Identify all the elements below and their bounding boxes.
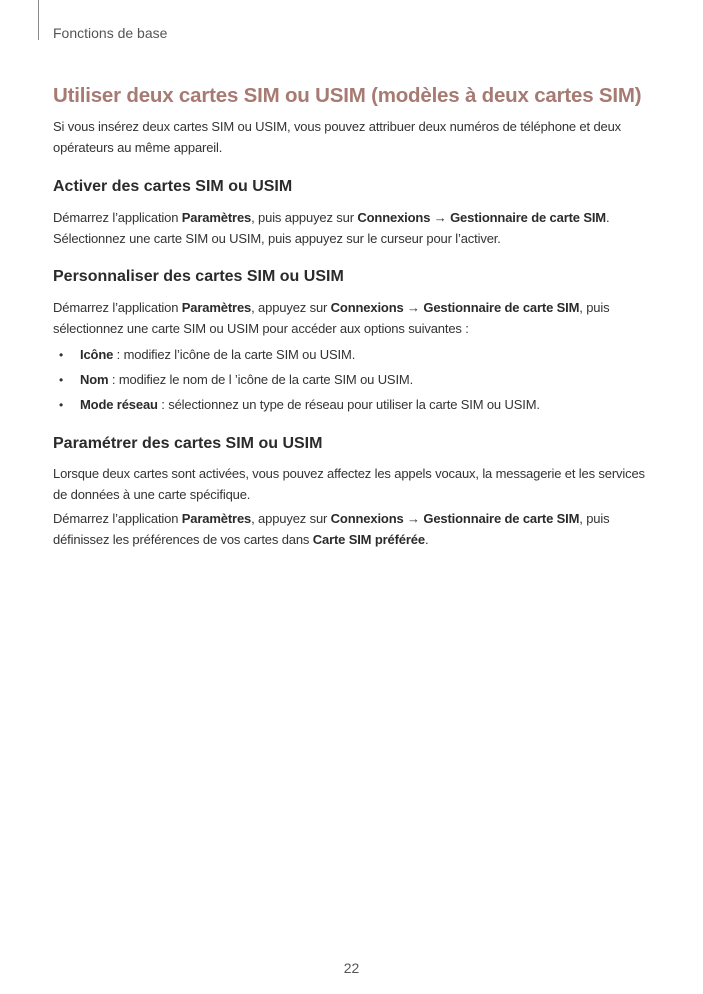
text-run: , appuyez sur [251,300,331,315]
page-number: 22 [343,960,360,976]
configure-paragraph-2 [53,509,649,550]
arrow-icon: → [403,511,424,526]
menu-path-sim-manager: Gestionnaire de carte SIM [423,511,580,526]
text-run: , puis sélectionnez une carte SIM ou USIM pour accéder aux options suivantes : [53,300,610,336]
preferred-sim-label: Carte SIM préférée [312,531,425,547]
section-heading-customize: Personnaliser des cartes SIM ou USIM [53,268,344,285]
activate-paragraph-2: Sélectionnez une carte SIM ou USIM, puis appuyez sur le curseur pour l’activer. [53,230,501,246]
menu-path-settings: Paramètres [181,210,252,225]
intro-paragraph: Si vous insérez deux cartes SIM ou USIM, vous pouvez attribuer deux numéros de téléphone et deux opérateurs au même appareil. [53,119,622,155]
list-item-text [80,370,413,390]
text-run: Démarrez l’application [53,210,182,225]
bullet-icon: • [59,398,64,412]
configure-paragraph-1: Lorsque deux cartes sont activées, vous pouvez affectez les appels vocaux, la messagerie et les services de données à une carte spécifique. [53,466,645,502]
text-run: , appuyez sur [251,511,331,526]
text-run: , puis définissez les préférences de vos cartes dans [53,511,610,547]
arrow-icon: → [403,300,424,315]
option-description: : modifiez le nom de l ’icône de la carte SIM ou USIM. [108,372,414,387]
bullet-icon: • [59,373,64,387]
menu-path-sim-manager: Gestionnaire de carte SIM [423,300,580,315]
margin-rule [38,0,39,40]
option-term: Icône [80,347,114,362]
page-title: Utiliser deux cartes SIM ou USIM (modèles à deux cartes SIM) [53,84,642,107]
text-run: , puis appuyez sur [251,210,358,225]
section-heading-activate: Activer des cartes SIM ou USIM [53,178,293,195]
option-term: Mode réseau [80,397,158,412]
option-description: : modifiez l’icône de la carte SIM ou USIM. [113,347,356,362]
menu-path-connections: Connexions [330,300,404,315]
list-item-text [80,395,540,415]
menu-path-sim-manager: Gestionnaire de carte SIM [450,210,606,225]
text-run: . [606,210,610,225]
menu-path-connections: Connexions [357,210,431,225]
menu-path-settings: Paramètres [181,300,252,315]
arrow-icon: → [430,210,451,225]
customize-paragraph [53,298,649,339]
text-run: Démarrez l’application [53,300,182,315]
bullet-icon: • [59,348,64,362]
menu-path-settings: Paramètres [181,511,252,526]
option-description: : sélectionnez un type de réseau pour utiliser la carte SIM ou USIM. [157,397,540,412]
running-header: Fonctions de base [53,25,168,41]
activate-paragraph-1 [53,208,649,229]
list-item-text [80,345,355,365]
section-heading-configure: Paramétrer des cartes SIM ou USIM [53,435,323,452]
text-run: . [424,531,429,547]
text-run: Démarrez l’application [53,511,182,526]
option-term: Nom [80,372,109,387]
menu-path-connections: Connexions [330,511,404,526]
